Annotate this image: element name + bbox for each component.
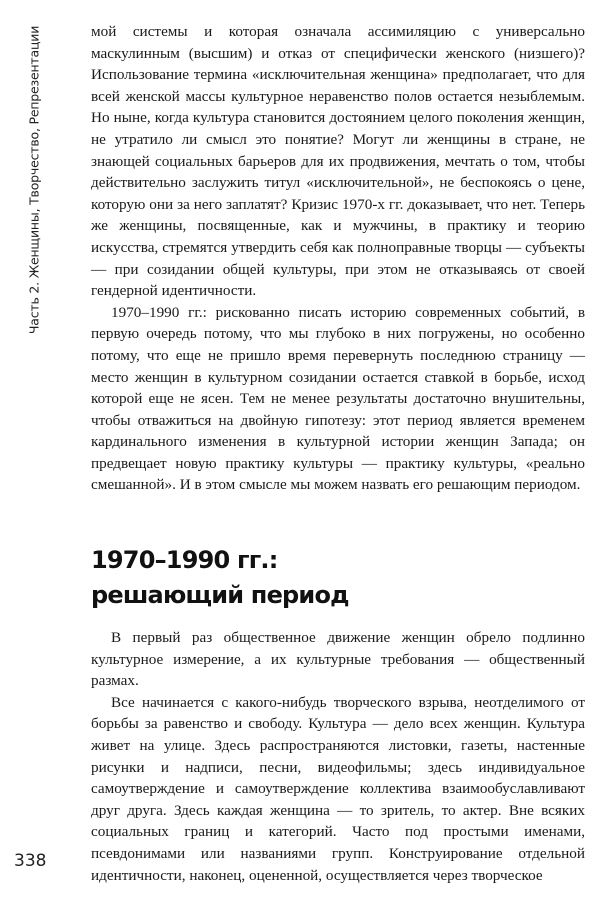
- running-head: [24, 25, 44, 335]
- section-heading-line-1: 1970–1990 гг.:: [91, 546, 278, 574]
- page-number: 338: [14, 851, 47, 871]
- paragraph: 1970–1990 гг.: рискованно писать историю современных событий, в первую очередь потому, что мы глубоко в них погружены, но особенно потому, что еще не пришло время перевернуть последнюю страницу — место женщин в культурном созидании остается ставкой в борьбе, исход которой еще не ясен. Тем не менее результаты достаточно внушительны, чтобы отважиться на двойную гипотезу: этот период является временем кардинального изменения в культурной истории женщин Запада; он предвещает новую практику культуры — практику культуры, «реально смешанной». И в этом смысле мы можем назвать его решающим периодом.: [91, 303, 585, 494]
- section-heading-line-2: решающий период: [91, 581, 349, 609]
- section-heading: [91, 543, 585, 613]
- running-head-text: Часть 2. Женщины, Творчество, Репрезентации: [26, 25, 42, 335]
- main-text-top: [91, 21, 585, 496]
- main-text-bottom: [91, 627, 585, 886]
- paragraph: Все начинается с какого-нибудь творческого взрыва, неотделимого от борьбы за равенство и свободу. Культура — дело всех женщин. Культура живет на улице. Здесь распространяются листовки, газеты, настенные рисунки и надписи, песни, видеофильмы; здесь индивидуальное самоутверждение и самоутверждение коллектива взаимообуславливают друг друга. Здесь каждая женщина — то зритель, то актер. Вне всяких социальных границ и категорий. Часто под простыми именами, псевдонимами или названиями групп. Конструирование отдельной идентичности, наконец, оцененной, осуществляется через творческое: [91, 693, 585, 884]
- paragraph: В первый раз общественное движение женщин обрело подлинно культурное измерение, а их культурные требования — общественный размах.: [91, 629, 585, 690]
- paragraph-continued: мой системы и которая означала ассимиляцию с универсально маскулинным (высшим) и отказ от специфически женского (низшего)? Использование термина «исключительная женщина» предполагает, что для всей женской массы культурное неравенство полов остается незыблемым. Но ныне, когда культура становится достоянием целого поколения женщин, не утратило ли смысл это понятие? Могут ли женщины в стране, не знающей социальных барьеров для их продвижения, мечтать о том, чтобы действительно заслужить титул «исключительной», не беспокоясь о цене, которую они за него заплатят? Кризис 1970-х гг. доказывает, что нет. Теперь же женщины, посвященные, как и мужчины, в практику и теорию искусства, стремятся утвердить себя как полноправные творцы — субъекты — при созидании общей культуры, при этом не отказываясь от своей гендерной идентичности.: [91, 23, 585, 300]
